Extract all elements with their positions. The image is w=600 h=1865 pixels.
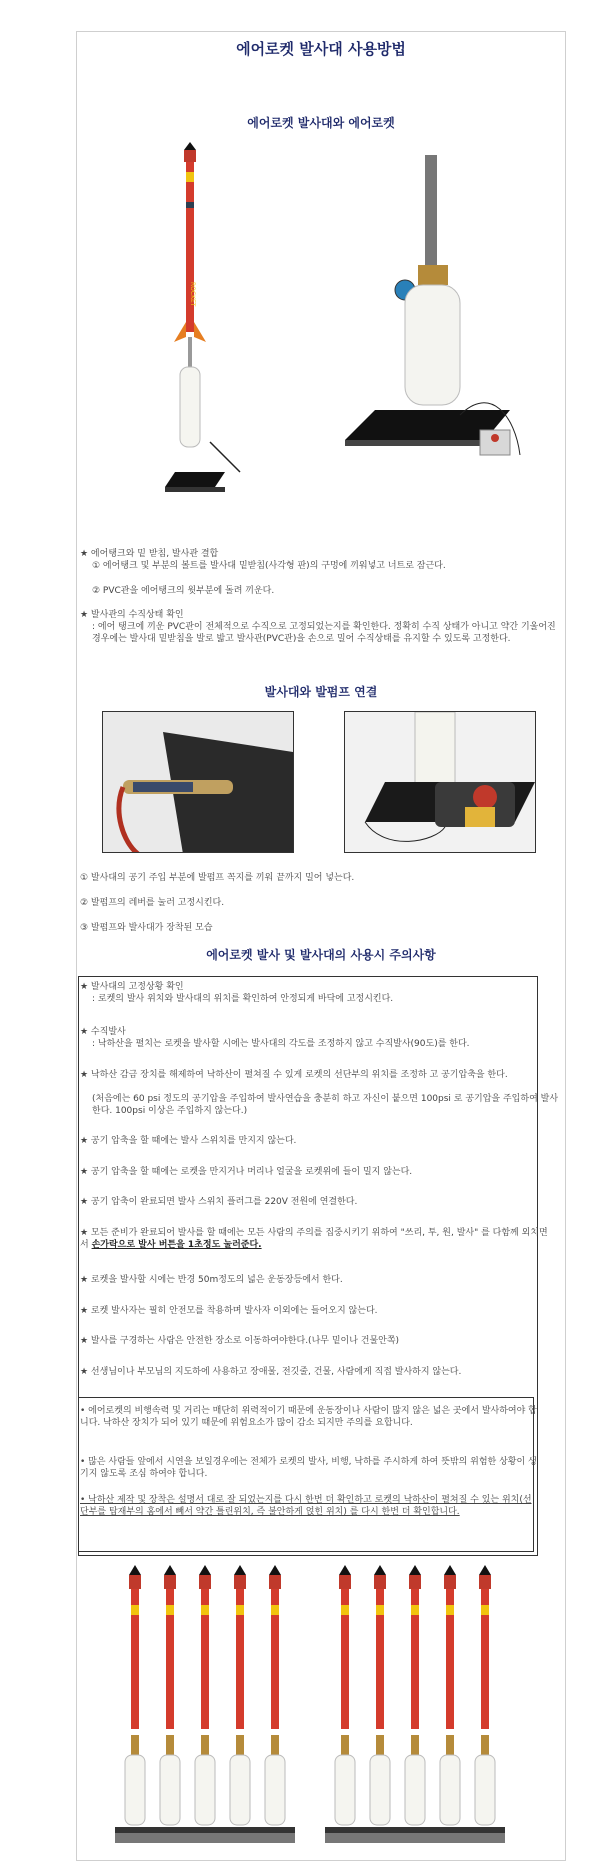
pump-step-3: ③ 발펌프와 발사대가 장착된 모습 <box>80 923 213 933</box>
caution-item-desc: : 로켓의 발사 위치와 발사대의 위치를 확인하여 안정되게 바닥에 고정시킨다. <box>92 994 394 1004</box>
launcher-closeup-photo <box>340 155 530 495</box>
caution-item-desc: (처음에는 60 psi 정도의 공기압을 주입하여 발사연습을 충분히 하고 자신이 붙으면 100psi 로 공기압을 주입하여 발사한다. 100psi 이상은 주입하지 않는다.) <box>92 1094 559 1116</box>
pump-step-2: ② 발펌프의 레버를 눌러 고정시킨다. <box>80 898 225 908</box>
rocket-illustration <box>265 1565 285 1825</box>
caution-item-title: ★ 발사대의 고정상황 확인 <box>80 982 184 992</box>
pump-mounted-photo <box>344 711 536 853</box>
assembly-step-2: ② PVC관을 에어탱크의 윗부분에 돌려 끼운다. <box>92 586 275 596</box>
rocket-row-photo <box>110 1565 530 1855</box>
pump-step-1: ① 발사대의 공기 주입 부분에 발펌프 꼭지를 끼워 끝까지 밀어 넣는다. <box>80 873 355 883</box>
pump-nozzle-photo <box>102 711 294 853</box>
note-2: • 많은 사람들 앞에서 시연을 보일경우에는 전체가 로켓의 발사, 비행, 낙하를 주시하게 하여 뜻밖의 위험한 상황이 생기지 않도록 조심 하여야 합니다. <box>80 1457 537 1479</box>
section-heading-launcher: 에어로켓 발사대와 에어로켓 <box>247 116 395 130</box>
rocket-illustration <box>230 1565 250 1825</box>
caution-item-title: ★ 로켓을 발사할 시에는 반경 50m정도의 넓은 운동장등에서 한다. <box>80 1275 343 1285</box>
vertical-check-title: ★ 발사관의 수직상태 확인 <box>80 610 184 620</box>
caution-item-title: ★ 로켓 발사자는 필히 안전모를 착용하며 발사자 이외에는 들어오지 않는다. <box>80 1306 378 1316</box>
note-1: • 에어로켓의 비행속력 및 거리는 매단히 위력적이기 때문에 운동장이나 사람이 많지 않은 넓은 곳에서 발사하여야 합니다. 낙하산 장치가 되어 있기 때문에 위험요소가 많이 감소 되지만 주의를 요합니다. <box>80 1406 537 1428</box>
section-heading-caution: 에어로켓 발사 및 발사대의 사용시 주의사항 <box>206 948 436 962</box>
rocket-illustration <box>160 1565 180 1825</box>
rocket-illustration <box>370 1565 390 1825</box>
caution-item-title: ★ 수직발사 <box>80 1027 126 1037</box>
rocket-on-launcher-photo <box>150 142 250 502</box>
note-3: • 낙하산 제작 및 장착은 설명서 대로 잘 되었는지를 다시 한번 더 확인하고 로켓의 낙하산이 펼쳐질 수 있는 위치(선단부를 탑재부의 홈에서 빼서 약간 틀린위치, 즉 불안하게 얹힌 위치) 를 다시 한번 더 확인합니다. <box>80 1495 532 1517</box>
caution-item-desc: : 낙하산을 펼치는 로켓을 발사할 시에는 발사대의 각도를 조정하지 않고 수직발사(90도)를 한다. <box>92 1039 470 1049</box>
caution-item-title: ★ 공기 압축이 완료되면 발사 스위치 플러그를 220V 전원에 연결한다. <box>80 1197 358 1207</box>
section-heading-pump: 발사대와 발펌프 연결 <box>264 685 378 699</box>
rocket-illustration <box>405 1565 425 1825</box>
page-title: 에어로켓 발사대 사용방법 <box>236 40 406 58</box>
rocket-label: ROCKET <box>189 282 196 307</box>
rocket-illustration <box>440 1565 460 1825</box>
countdown-emphasis: 손가락으로 발사 버튼을 1초정도 눌러준다. <box>91 1240 262 1250</box>
rocket-illustration <box>195 1565 215 1825</box>
rocket-illustration <box>475 1565 495 1825</box>
caution-item-title: ★ 선생님이나 부모님의 지도하에 사용하고 장애물, 전깃줄, 건물, 사람에게 직접 발사하지 않는다. <box>80 1367 462 1377</box>
assembly-title: ★ 에어탱크와 밑 받침, 발사관 결합 <box>80 549 219 559</box>
countdown-text: ★ 모든 준비가 완료되어 발사를 할 때에는 모든 사람의 주의를 집중시키기 위하여 "쓰리, 투, 원, 발사" 를 다함께 외치면서 <box>80 1228 548 1250</box>
rocket-illustration <box>335 1565 355 1825</box>
assembly-step-1: ① 에어탱크 및 부분의 볼트를 발사대 밑받침(사각형 판)의 구멍에 끼워넣고 너트로 잠근다. <box>92 561 446 571</box>
countdown-instruction <box>80 1227 550 1251</box>
caution-item-title: ★ 발사를 구경하는 사람은 안전한 장소로 이동하여야한다.(나무 밑이나 건물안쪽) <box>80 1336 400 1346</box>
rocket-illustration <box>125 1565 145 1825</box>
caution-item-title: ★ 공기 압축을 할 때에는 발사 스위치를 만지지 않는다. <box>80 1136 297 1146</box>
caution-item-title: ★ 낙하산 감금 장치를 해제하여 낙하산이 펼쳐질 수 있게 로켓의 선단부의 위치를 조정하 고 공기압축을 한다. <box>80 1070 508 1080</box>
caution-item-title: ★ 공기 압축을 할 때에는 로켓을 만지거나 머리나 얼굴을 로켓위에 들이 밀지 않는다. <box>80 1167 413 1177</box>
vertical-check-desc: : 에어 탱크에 끼운 PVC관이 전체적으로 수직으로 고정되었는지를 확인한다. 정확히 수직 상태가 아니고 약간 기울어진 경우에는 발사대 밑받침을 발로 밟고 발사관(PVC관)을 손으로 밀어 수직상태를 유지할 수 있도록 고정한다. <box>92 622 556 644</box>
